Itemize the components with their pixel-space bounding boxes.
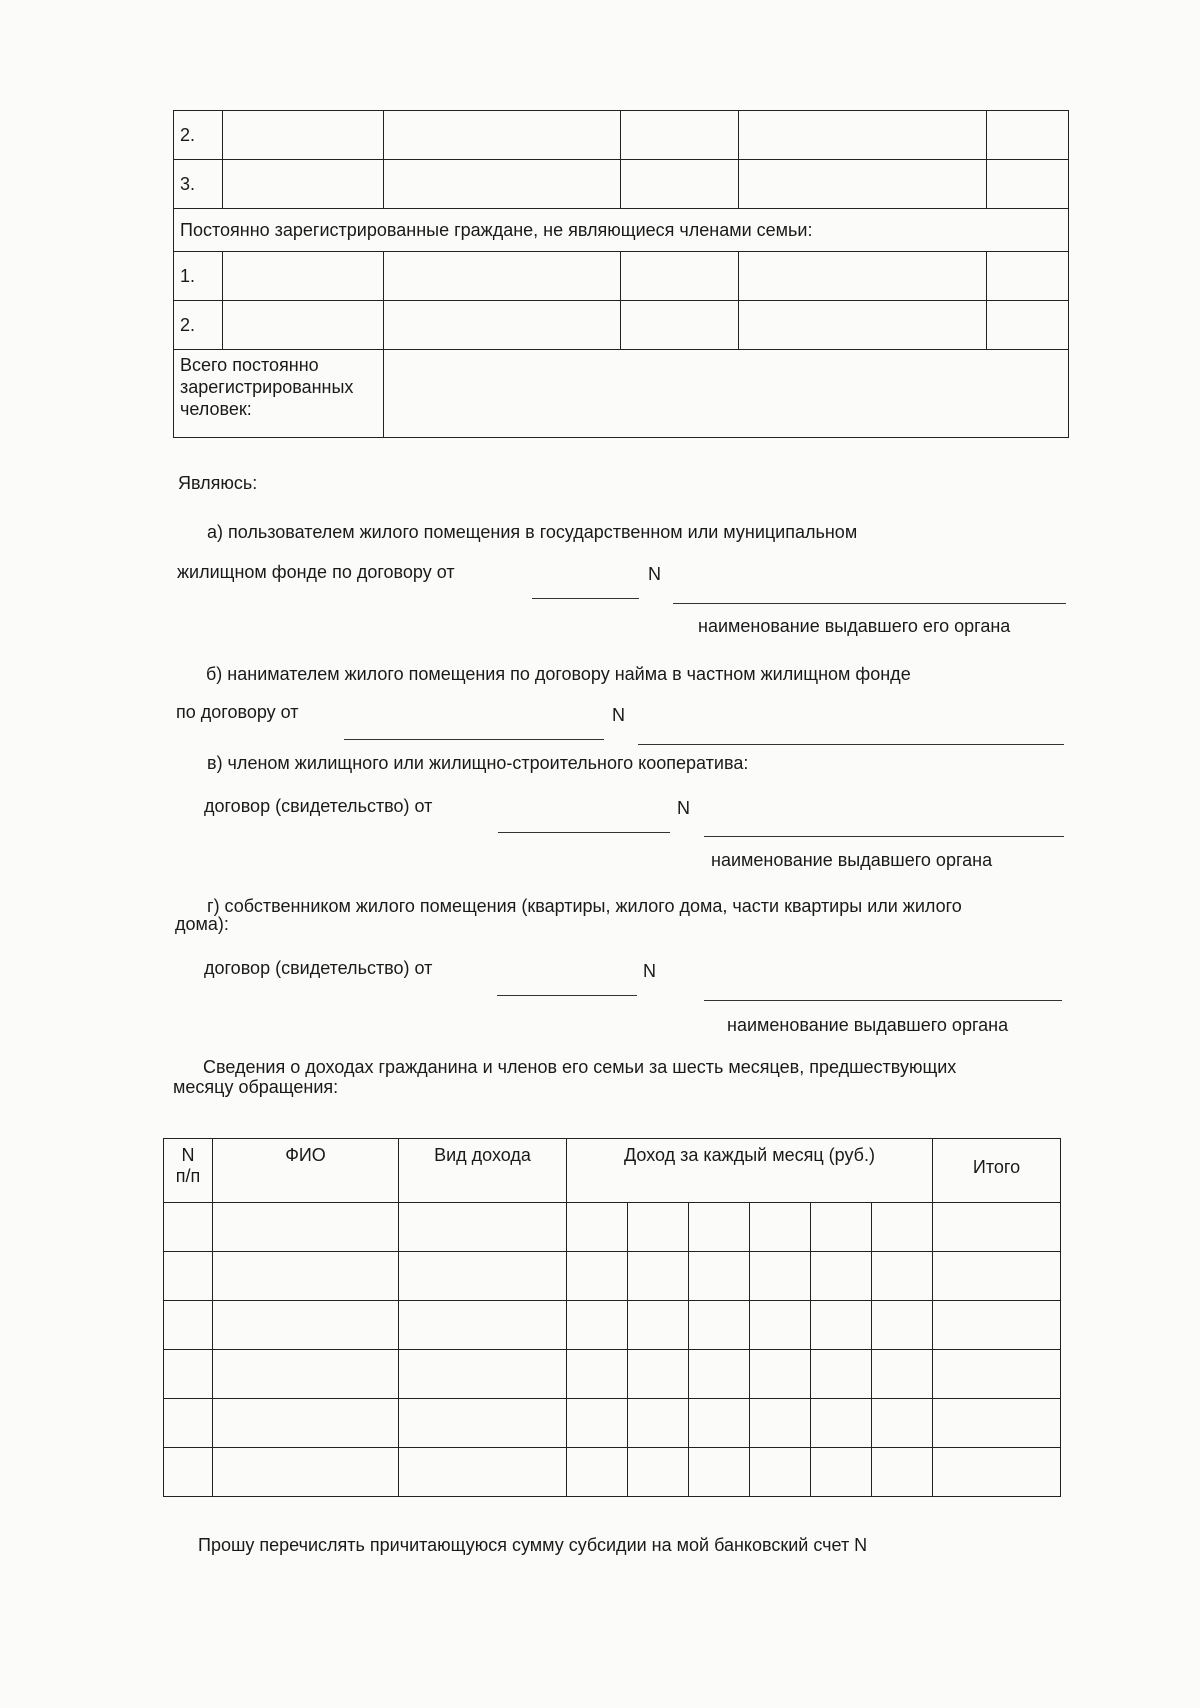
income-table (163, 1138, 1061, 1497)
income-type-cell[interactable] (399, 1399, 567, 1448)
income-month-cell[interactable] (567, 1448, 628, 1497)
header-num: N п/п (164, 1139, 213, 1203)
family-row (174, 111, 1069, 160)
income-month-cell[interactable] (811, 1399, 872, 1448)
income-month-cell[interactable] (811, 1301, 872, 1350)
income-type-cell[interactable] (399, 1448, 567, 1497)
income-num-cell[interactable] (164, 1252, 213, 1301)
status-d-text: г) собственником жилого помещения (квартиры, жилого дома, части квартиры или жилого (207, 896, 962, 916)
income-fio-cell[interactable] (213, 1301, 399, 1350)
cell[interactable] (384, 252, 621, 301)
income-month-cell[interactable] (628, 1399, 689, 1448)
income-total-cell[interactable] (933, 1203, 1061, 1252)
status-b-text: б) нанимателем жилого помещения по договору найма в частном жилищном фонде (206, 664, 911, 684)
income-month-cell[interactable] (567, 1301, 628, 1350)
income-num-cell[interactable] (164, 1301, 213, 1350)
status-a-text: а) пользователем жилого помещения в государственном или муниципальном (207, 522, 858, 542)
cell[interactable] (621, 301, 739, 350)
header-monthly-income: Доход за каждый месяц (руб.) (567, 1139, 933, 1203)
income-month-cell[interactable] (750, 1203, 811, 1252)
header-total: Итого (933, 1139, 1061, 1203)
income-month-cell[interactable] (872, 1252, 933, 1301)
cell[interactable] (384, 160, 621, 209)
cell[interactable] (987, 111, 1069, 160)
income-type-cell[interactable] (399, 1350, 567, 1399)
income-fio-cell[interactable] (213, 1350, 399, 1399)
row-number: 2. (174, 301, 223, 350)
total-residents-label: Всего постоянно зарегистрированных человек: (174, 350, 384, 438)
cell[interactable] (621, 252, 739, 301)
income-row (164, 1203, 1061, 1252)
cell[interactable] (987, 301, 1069, 350)
status-d-text-cont: дома): (175, 914, 229, 934)
cell[interactable] (987, 160, 1069, 209)
status-d-issuer-caption: наименование выдавшего органа (727, 1015, 1009, 1035)
fio-cell[interactable] (223, 252, 384, 301)
income-month-cell[interactable] (689, 1203, 750, 1252)
cell[interactable] (739, 160, 987, 209)
income-row (164, 1350, 1061, 1399)
status-c-number-label: N (677, 798, 690, 818)
income-fio-cell[interactable] (213, 1448, 399, 1497)
income-type-cell[interactable] (399, 1252, 567, 1301)
income-month-cell[interactable] (872, 1399, 933, 1448)
income-total-cell[interactable] (933, 1252, 1061, 1301)
income-month-cell[interactable] (872, 1350, 933, 1399)
income-num-cell[interactable] (164, 1350, 213, 1399)
non-family-row (174, 252, 1069, 301)
status-a-number-label: N (648, 564, 661, 584)
cell[interactable] (739, 301, 987, 350)
status-b-number-field[interactable] (638, 744, 1064, 745)
status-d-issuer-field[interactable] (704, 1000, 1062, 1001)
fio-cell[interactable] (223, 160, 384, 209)
income-month-cell[interactable] (872, 1203, 933, 1252)
status-a-date-field[interactable] (532, 598, 639, 599)
income-type-cell[interactable] (399, 1301, 567, 1350)
income-row (164, 1252, 1061, 1301)
non-family-section-row (174, 209, 1069, 252)
income-month-cell[interactable] (811, 1448, 872, 1497)
income-row (164, 1448, 1061, 1497)
income-intro-cont: месяцу обращения: (173, 1077, 339, 1097)
status-c-issuer-caption: наименование выдавшего органа (711, 850, 993, 870)
status-heading: Являюсь: (178, 473, 258, 493)
income-month-cell[interactable] (689, 1399, 750, 1448)
income-month-cell[interactable] (567, 1399, 628, 1448)
income-header-row (164, 1139, 1061, 1203)
income-row (164, 1399, 1061, 1448)
income-month-cell[interactable] (689, 1252, 750, 1301)
income-month-cell[interactable] (811, 1350, 872, 1399)
income-total-cell[interactable] (933, 1448, 1061, 1497)
income-month-cell[interactable] (750, 1252, 811, 1301)
income-month-cell[interactable] (872, 1448, 933, 1497)
income-fio-cell[interactable] (213, 1252, 399, 1301)
row-number: 2. (174, 111, 223, 160)
income-month-cell[interactable] (689, 1301, 750, 1350)
income-table-body (164, 1203, 1061, 1497)
status-c-issuer-field[interactable] (704, 836, 1064, 837)
status-c-contract-label: договор (свидетельство) от (204, 796, 433, 816)
income-num-cell[interactable] (164, 1203, 213, 1252)
income-num-cell[interactable] (164, 1448, 213, 1497)
cell[interactable] (739, 252, 987, 301)
fio-cell[interactable] (223, 111, 384, 160)
status-b-date-field[interactable] (344, 739, 604, 740)
cell[interactable] (384, 111, 621, 160)
income-intro: Сведения о доходах гражданина и членов его семьи за шесть месяцев, предшествующих (203, 1057, 957, 1077)
cell[interactable] (621, 111, 739, 160)
income-num-cell[interactable] (164, 1399, 213, 1448)
residents-table (173, 110, 1069, 438)
income-total-cell[interactable] (933, 1350, 1061, 1399)
income-month-cell[interactable] (567, 1252, 628, 1301)
income-month-cell[interactable] (689, 1448, 750, 1497)
income-month-cell[interactable] (872, 1301, 933, 1350)
row-number: 3. (174, 160, 223, 209)
non-family-row (174, 301, 1069, 350)
bank-account-request: Прошу перечислять причитающуюся сумму субсидии на мой банковский счет N (198, 1535, 868, 1555)
income-month-cell[interactable] (750, 1301, 811, 1350)
fio-cell[interactable] (223, 301, 384, 350)
non-family-header: Постоянно зарегистрированные граждане, не являющиеся членами семьи: (174, 209, 1069, 252)
income-month-cell[interactable] (628, 1301, 689, 1350)
status-a-issuer-field[interactable] (673, 603, 1066, 604)
income-month-cell[interactable] (689, 1350, 750, 1399)
status-a-contract-label: жилищном фонде по договору от (177, 562, 455, 582)
family-row (174, 160, 1069, 209)
row-number: 1. (174, 252, 223, 301)
status-d-contract-label: договор (свидетельство) от (204, 958, 433, 978)
income-month-cell[interactable] (567, 1350, 628, 1399)
status-d-number-label: N (643, 961, 656, 981)
income-row (164, 1301, 1061, 1350)
total-residents-value[interactable] (384, 350, 1069, 438)
header-income-type: Вид дохода (399, 1139, 567, 1203)
income-month-cell[interactable] (811, 1203, 872, 1252)
cell[interactable] (384, 301, 621, 350)
income-total-cell[interactable] (933, 1399, 1061, 1448)
income-month-cell[interactable] (750, 1350, 811, 1399)
status-b-contract-label: по договору от (176, 702, 299, 722)
income-month-cell[interactable] (750, 1448, 811, 1497)
income-month-cell[interactable] (811, 1252, 872, 1301)
income-month-cell[interactable] (628, 1448, 689, 1497)
income-fio-cell[interactable] (213, 1399, 399, 1448)
status-c-date-field[interactable] (498, 832, 670, 833)
header-fio: ФИО (213, 1139, 399, 1203)
status-b-number-label: N (612, 705, 625, 725)
cell[interactable] (739, 111, 987, 160)
total-residents-row (174, 350, 1069, 438)
cell[interactable] (987, 252, 1069, 301)
income-month-cell[interactable] (567, 1203, 628, 1252)
income-month-cell[interactable] (628, 1252, 689, 1301)
cell[interactable] (621, 160, 739, 209)
income-month-cell[interactable] (628, 1350, 689, 1399)
status-a-issuer-caption: наименование выдавшего его органа (698, 616, 1011, 636)
status-c-text: в) членом жилищного или жилищно-строительного кооператива: (207, 753, 749, 773)
status-d-date-field[interactable] (497, 995, 637, 996)
income-total-cell[interactable] (933, 1301, 1061, 1350)
income-month-cell[interactable] (628, 1203, 689, 1252)
income-month-cell[interactable] (750, 1399, 811, 1448)
income-type-cell[interactable] (399, 1203, 567, 1252)
income-fio-cell[interactable] (213, 1203, 399, 1252)
